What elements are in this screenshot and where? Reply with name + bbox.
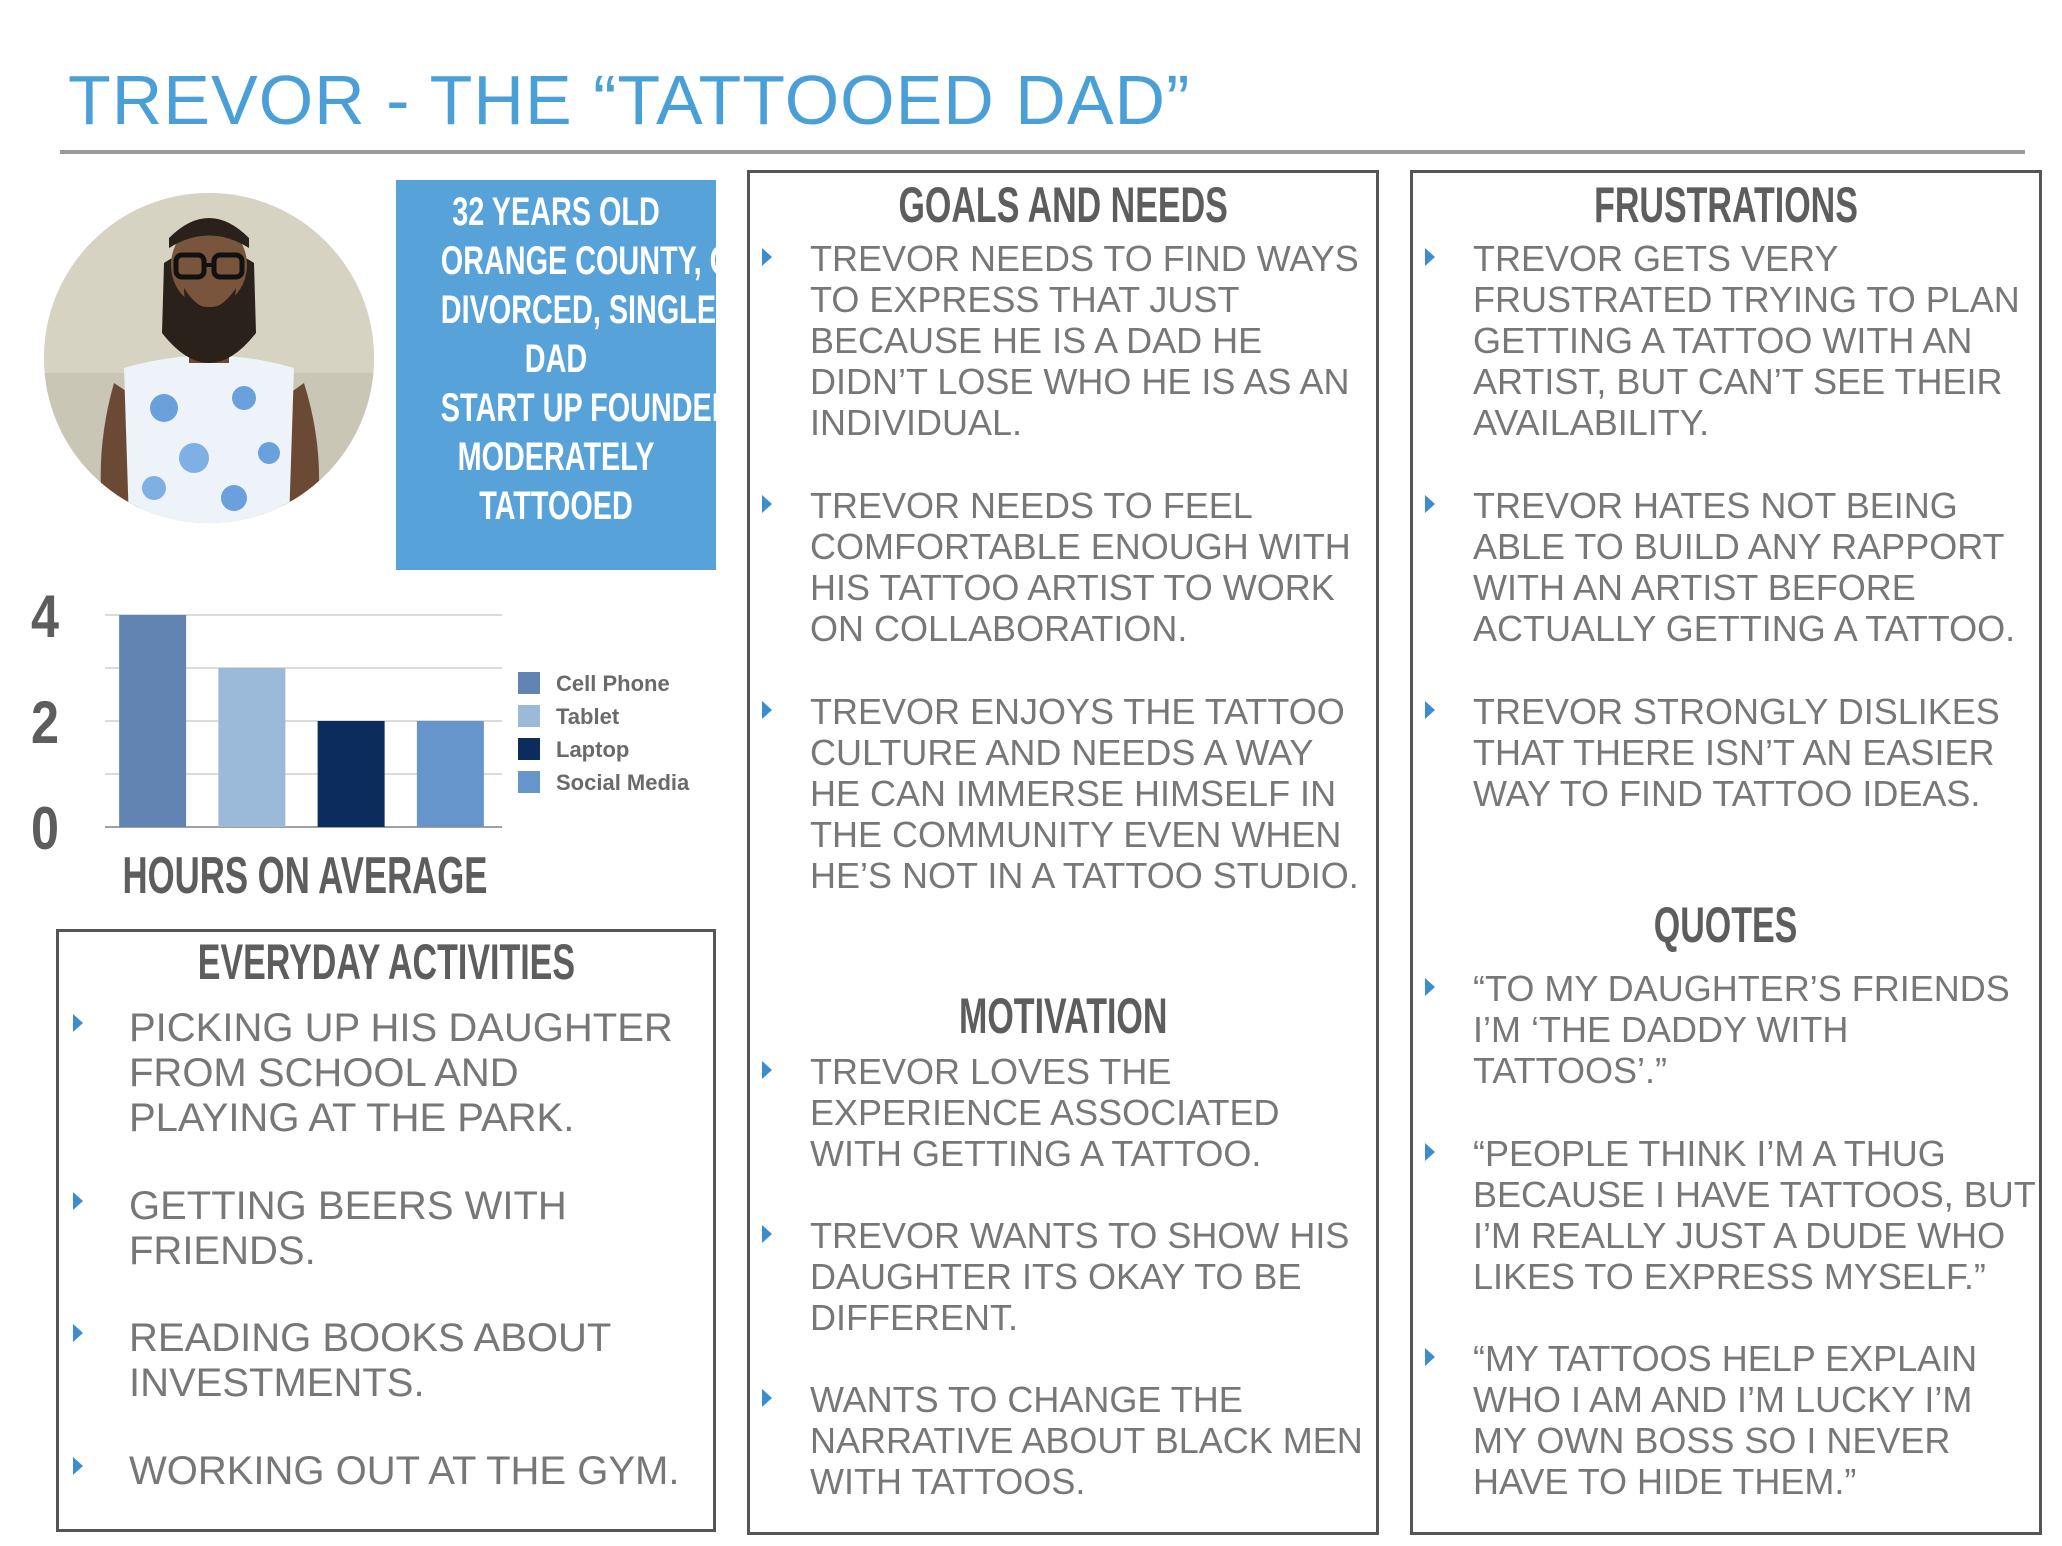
bullet-arrow-icon [73, 1457, 83, 1475]
chart-y-tick-label: 0 [31, 795, 59, 862]
chart-y-tick-label: 2 [31, 689, 59, 756]
motivation-text: TREVOR WANTS TO SHOW HIS DAUGHTER ITS OKAY TO BE DIFFERENT. [810, 1215, 1350, 1338]
demographic-status-cont: DAD [524, 337, 588, 381]
bullet-arrow-icon [762, 495, 772, 513]
persona-avatar [44, 193, 374, 523]
bullet-arrow-icon [762, 701, 772, 719]
chart-legend-swatch [518, 672, 540, 694]
activity-text: READING BOOKS ABOUT INVESTMENTS. [129, 1316, 612, 1405]
quotes-heading-text: QUOTES [1654, 897, 1798, 953]
page-title: TREVOR - THE “TATTOOED DAD” [68, 61, 1191, 139]
bullet-arrow-icon [1425, 495, 1435, 513]
bullet-arrow-icon [73, 1324, 83, 1342]
goals-motivation-panel [747, 170, 1379, 1535]
goals-heading [750, 177, 1376, 233]
goal-text: TREVOR NEEDS TO FIND WAYS TO EXPRESS THAT JUST BECAUSE HE IS A DAD HE DIDN’T LOSE WHO HE IS AS AN INDIVIDUAL. [810, 238, 1359, 443]
bullet-arrow-icon [1425, 1143, 1435, 1161]
bullet-arrow-icon [1425, 1348, 1435, 1366]
chart-bar-social-media [417, 721, 484, 827]
frustration-text: TREVOR GETS VERY FRUSTRATED TRYING TO PLAN GETTING A TATTOO WITH AN ARTIST, BUT CAN’T SEE THEIR AVAILABILITY. [1473, 238, 2020, 443]
chart-legend-label: Tablet [556, 704, 620, 729]
bullet-arrow-icon [762, 248, 772, 266]
bullet-arrow-icon [1425, 248, 1435, 266]
chart-legend-swatch [518, 771, 540, 793]
everyday-activities-panel [56, 929, 716, 1532]
frustrations-heading [1413, 177, 2039, 233]
motivation-text: TREVOR LOVES THE EXPERIENCE ASSOCIATED WITH GETTING A TATTOO. [810, 1051, 1280, 1174]
goals-heading-text: GOALS AND NEEDS [898, 177, 1228, 233]
quote-text: “TO MY DAUGHTER’S FRIENDS I’M ‘THE DADDY WITH TATTOOS’.” [1473, 968, 2010, 1091]
quote-text: “PEOPLE THINK I’M A THUG BECAUSE I HAVE TATTOOS, BUT I’M REALLY JUST A DUDE WHO LIKES TO EXPRESS MYSELF.” [1473, 1133, 2036, 1297]
chart-bar-tablet [218, 668, 285, 827]
frustrations-heading-text: FRUSTRATIONS [1594, 177, 1858, 233]
chart-bar-cell-phone [119, 615, 186, 827]
demographic-tattoo: MODERATELY [457, 435, 655, 479]
bullet-arrow-icon [73, 1192, 83, 1210]
motivation-heading-text: MOTIVATION [958, 988, 1168, 1044]
demographic-occupation: START UP FOUNDER [440, 386, 733, 430]
goal-text: TREVOR ENJOYS THE TATTOO CULTURE AND NEEDS A WAY HE CAN IMMERSE HIMSELF IN THE COMMUNITY EVEN WHEN HE’S NOT IN A TATTOO STUDIO. [810, 691, 1359, 896]
chart-legend-label: Laptop [556, 737, 630, 762]
demographic-tattoo-cont: TATTOOED [479, 484, 633, 528]
quotes-heading [1413, 897, 2039, 953]
chart-y-tick-label: 4 [31, 583, 60, 650]
frustration-text: TREVOR HATES NOT BEING ABLE TO BUILD ANY RAPPORT WITH AN ARTIST BEFORE ACTUALLY GETTING A TATTOO. [1473, 485, 2016, 649]
title-divider [60, 150, 2025, 154]
chart-legend-swatch [518, 705, 540, 727]
frustration-text: TREVOR STRONGLY DISLIKES THAT THERE ISN’T AN EASIER WAY TO FIND TATTOO IDEAS. [1473, 691, 2000, 814]
bullet-arrow-icon [762, 1061, 772, 1079]
goal-text: TREVOR NEEDS TO FEEL COMFORTABLE ENOUGH WITH HIS TATTOO ARTIST TO WORK ON COLLABORATION. [810, 485, 1351, 649]
activity-text: PICKING UP HIS DAUGHTER FROM SCHOOL AND PLAYING AT THE PARK. [129, 1006, 673, 1140]
motivation-text: WANTS TO CHANGE THE NARRATIVE ABOUT BLACK MEN WITH TATTOOS. [810, 1379, 1363, 1502]
bullet-arrow-icon [1425, 978, 1435, 996]
demographics-box [396, 180, 752, 570]
persona-photo [44, 193, 374, 523]
activity-text: WORKING OUT AT THE GYM. [129, 1449, 680, 1493]
activities-heading [59, 934, 713, 990]
chart-legend-label: Cell Phone [556, 671, 670, 696]
bullet-arrow-icon [762, 1389, 772, 1407]
chart-x-axis-label: HOURS ON AVERAGE [122, 847, 488, 905]
frustrations-quotes-panel [1410, 170, 2042, 1535]
activity-text: GETTING BEERS WITH FRIENDS. [129, 1184, 567, 1273]
motivation-heading [750, 988, 1376, 1044]
device-hours-chart [0, 560, 730, 920]
bullet-arrow-icon [73, 1014, 83, 1032]
chart-legend-swatch [518, 738, 540, 760]
chart-bar-laptop [318, 721, 385, 827]
bullet-arrow-icon [1425, 701, 1435, 719]
quote-text: “MY TATTOOS HELP EXPLAIN WHO I AM AND I’M LUCKY I’M MY OWN BOSS SO I NEVER HAVE TO HIDE THEM.” [1473, 1338, 1978, 1502]
demographic-status: DIVORCED, SINGLE [440, 288, 717, 332]
demographic-location: ORANGE COUNTY, CA [440, 239, 752, 283]
demographic-age: 32 YEARS OLD [452, 190, 660, 234]
bullet-arrow-icon [762, 1225, 772, 1243]
chart-legend-label: Social Media [556, 770, 690, 795]
activities-heading-text: EVERYDAY ACTIVITIES [197, 934, 575, 990]
